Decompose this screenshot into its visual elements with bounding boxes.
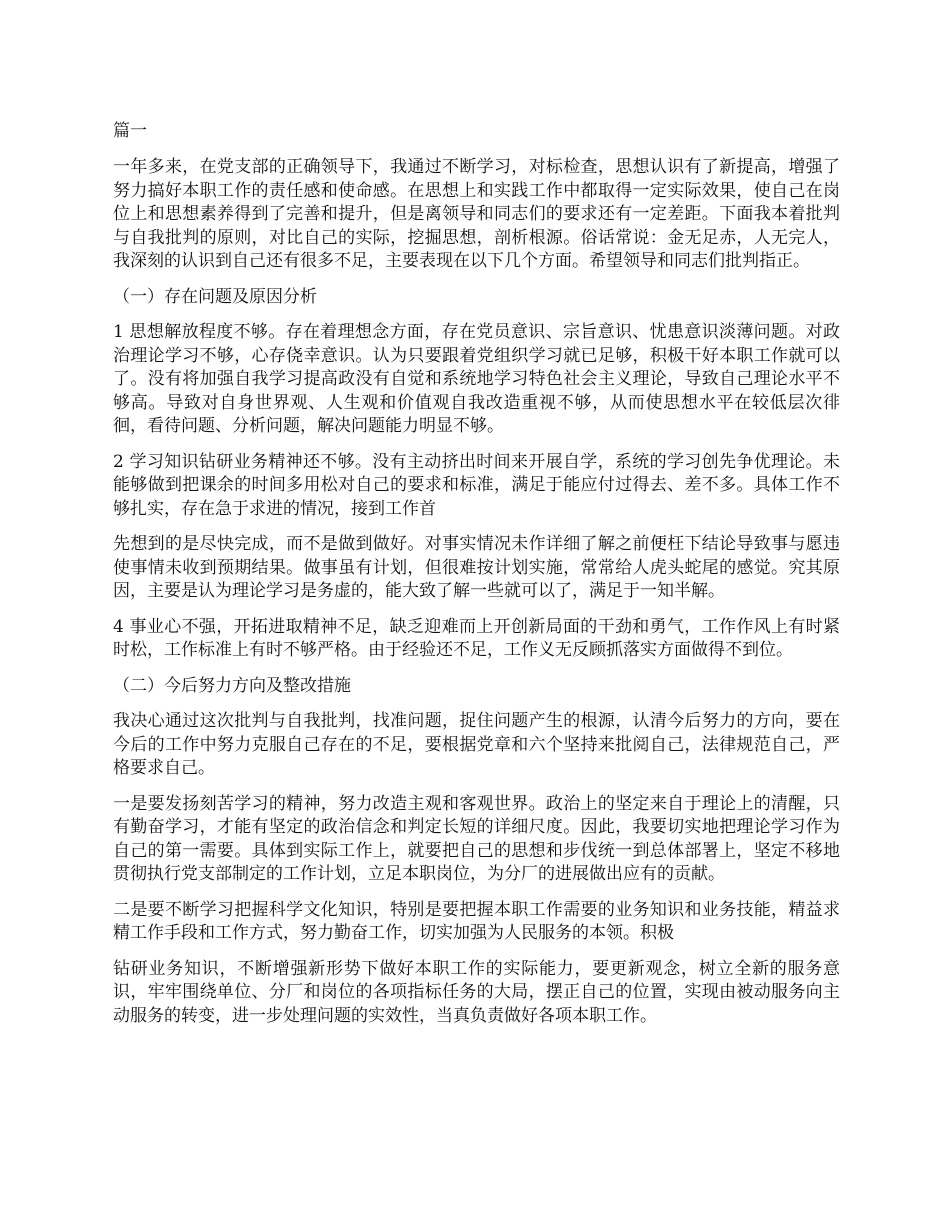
paragraph-measure-2-continued: 钻研业务知识，不断增强新形势下做好本职工作的实际能力，要更新观念，树立全新的服务意识，牢牢围绕单位、分厂和岗位的各项指标任务的大局，摆正自己的位置，实现由被动服务向主动服务的转变，进一步处理问题的实效性，当真负责做好各项本职工作。 (113, 958, 840, 1026)
paragraph-problem-2-continued: 先想到的是尽快完成，而不是做到做好。对事实情况未作详细了解之前便枉下结论导致事与愿违使事情未收到预期结果。做事虽有计划，但很难按计划实施，常常给人虎头蛇尾的感觉。究其原因，主要是认为理论学习是务虚的，能大致了解一些就可以了，满足于一知半解。 (113, 534, 840, 601)
paragraph-problem-2: 2 学习知识钻研业务精神还不够。没有主动挤出时间来开展自学，系统的学习创先争优理论。未能够做到把课余的时间多用松对自己的要求和标准，满足于能应付过得去、差不多。具体工作不够扎实，存在急于求进的情况，接到工作首 (113, 451, 840, 519)
document-title: 篇一 (113, 121, 147, 141)
paragraph-intro: 一年多来，在党支部的正确领导下，我通过不断学习，对标检查，思想认识有了新提高，增强了努力搞好本职工作的责任感和使命感。在思想上和实践工作中都取得一定实际效果，使自己在岗位上和思想素养得到了完善和提升，但是离领导和同志们的要求还有一定差距。下面我本着批判与自我批判的原则，对比自己的实际，挖掘思想，剖析根源。俗话常说：金无足赤，人无完人，我深刻的认识到自己还有很多不足，主要表现在以下几个方面。希望领导和同志们批判指正。 (113, 157, 840, 271)
paragraph-measure-2: 二是要不断学习把握科学文化知识，特别是要把握本职工作需要的业务知识和业务技能，精益求精工作手段和工作方式，努力勤奋工作，切实加强为人民服务的本领。积极 (113, 899, 840, 943)
paragraph-problem-1: 1 思想解放程度不够。存在着理想念方面，存在党员意识、宗旨意识、忧患意识淡薄问题。对政治理论学习不够，心存侥幸意识。认为只要跟着党组织学习就已足够，积极干好本职工作就可以了。没有将加强自我学习提高政没有自觉和系统地学习特色社会主义理论，导致自己理论水平不够高。导致对自身世界观、人生观和价值观自我改造重视不够，从而使思想水平在较低层次徘徊，看待问题、分析问题，解决问题能力明显不够。 (113, 322, 840, 436)
paragraph-problem-4: 4 事业心不强，开拓进取精神不足，缺乏迎难而上开创新局面的干劲和勇气，工作作风上有时紧时松，工作标准上有时不够严格。由于经验还不足，工作义无反顾抓落实方面做得不到位。 (113, 616, 840, 660)
section-heading-measures: （二）今后努力方向及整改措施 (113, 675, 351, 696)
document-page (113, 118, 840, 1040)
section-heading-problems: （一）存在问题及原因分析 (113, 286, 317, 307)
paragraph-measure-1: 一是要发扬刻苦学习的精神，努力改造主观和客观世界。政治上的坚定来自于理论上的清醒，只有勤奋学习，才能有坚定的政治信念和判定长短的详细尺度。因此，我要切实地把理论学习作为自己的第一需要。具体到实际工作上，就要把自己的思想和步伐统一到总体部署上，坚定不移地贯彻执行党支部制定的工作计划，立足本职岗位，为分厂的进展做出应有的贡献。 (113, 793, 840, 884)
paragraph-measures-intro: 我决心通过这次批判与自我批判，找准问题，捉住问题产生的根源，认清今后努力的方向，要在今后的工作中努力克服自己存在的不足，要根据党章和六个坚持来批阅自己，法律规范自己，严格要求自己。 (113, 711, 840, 778)
